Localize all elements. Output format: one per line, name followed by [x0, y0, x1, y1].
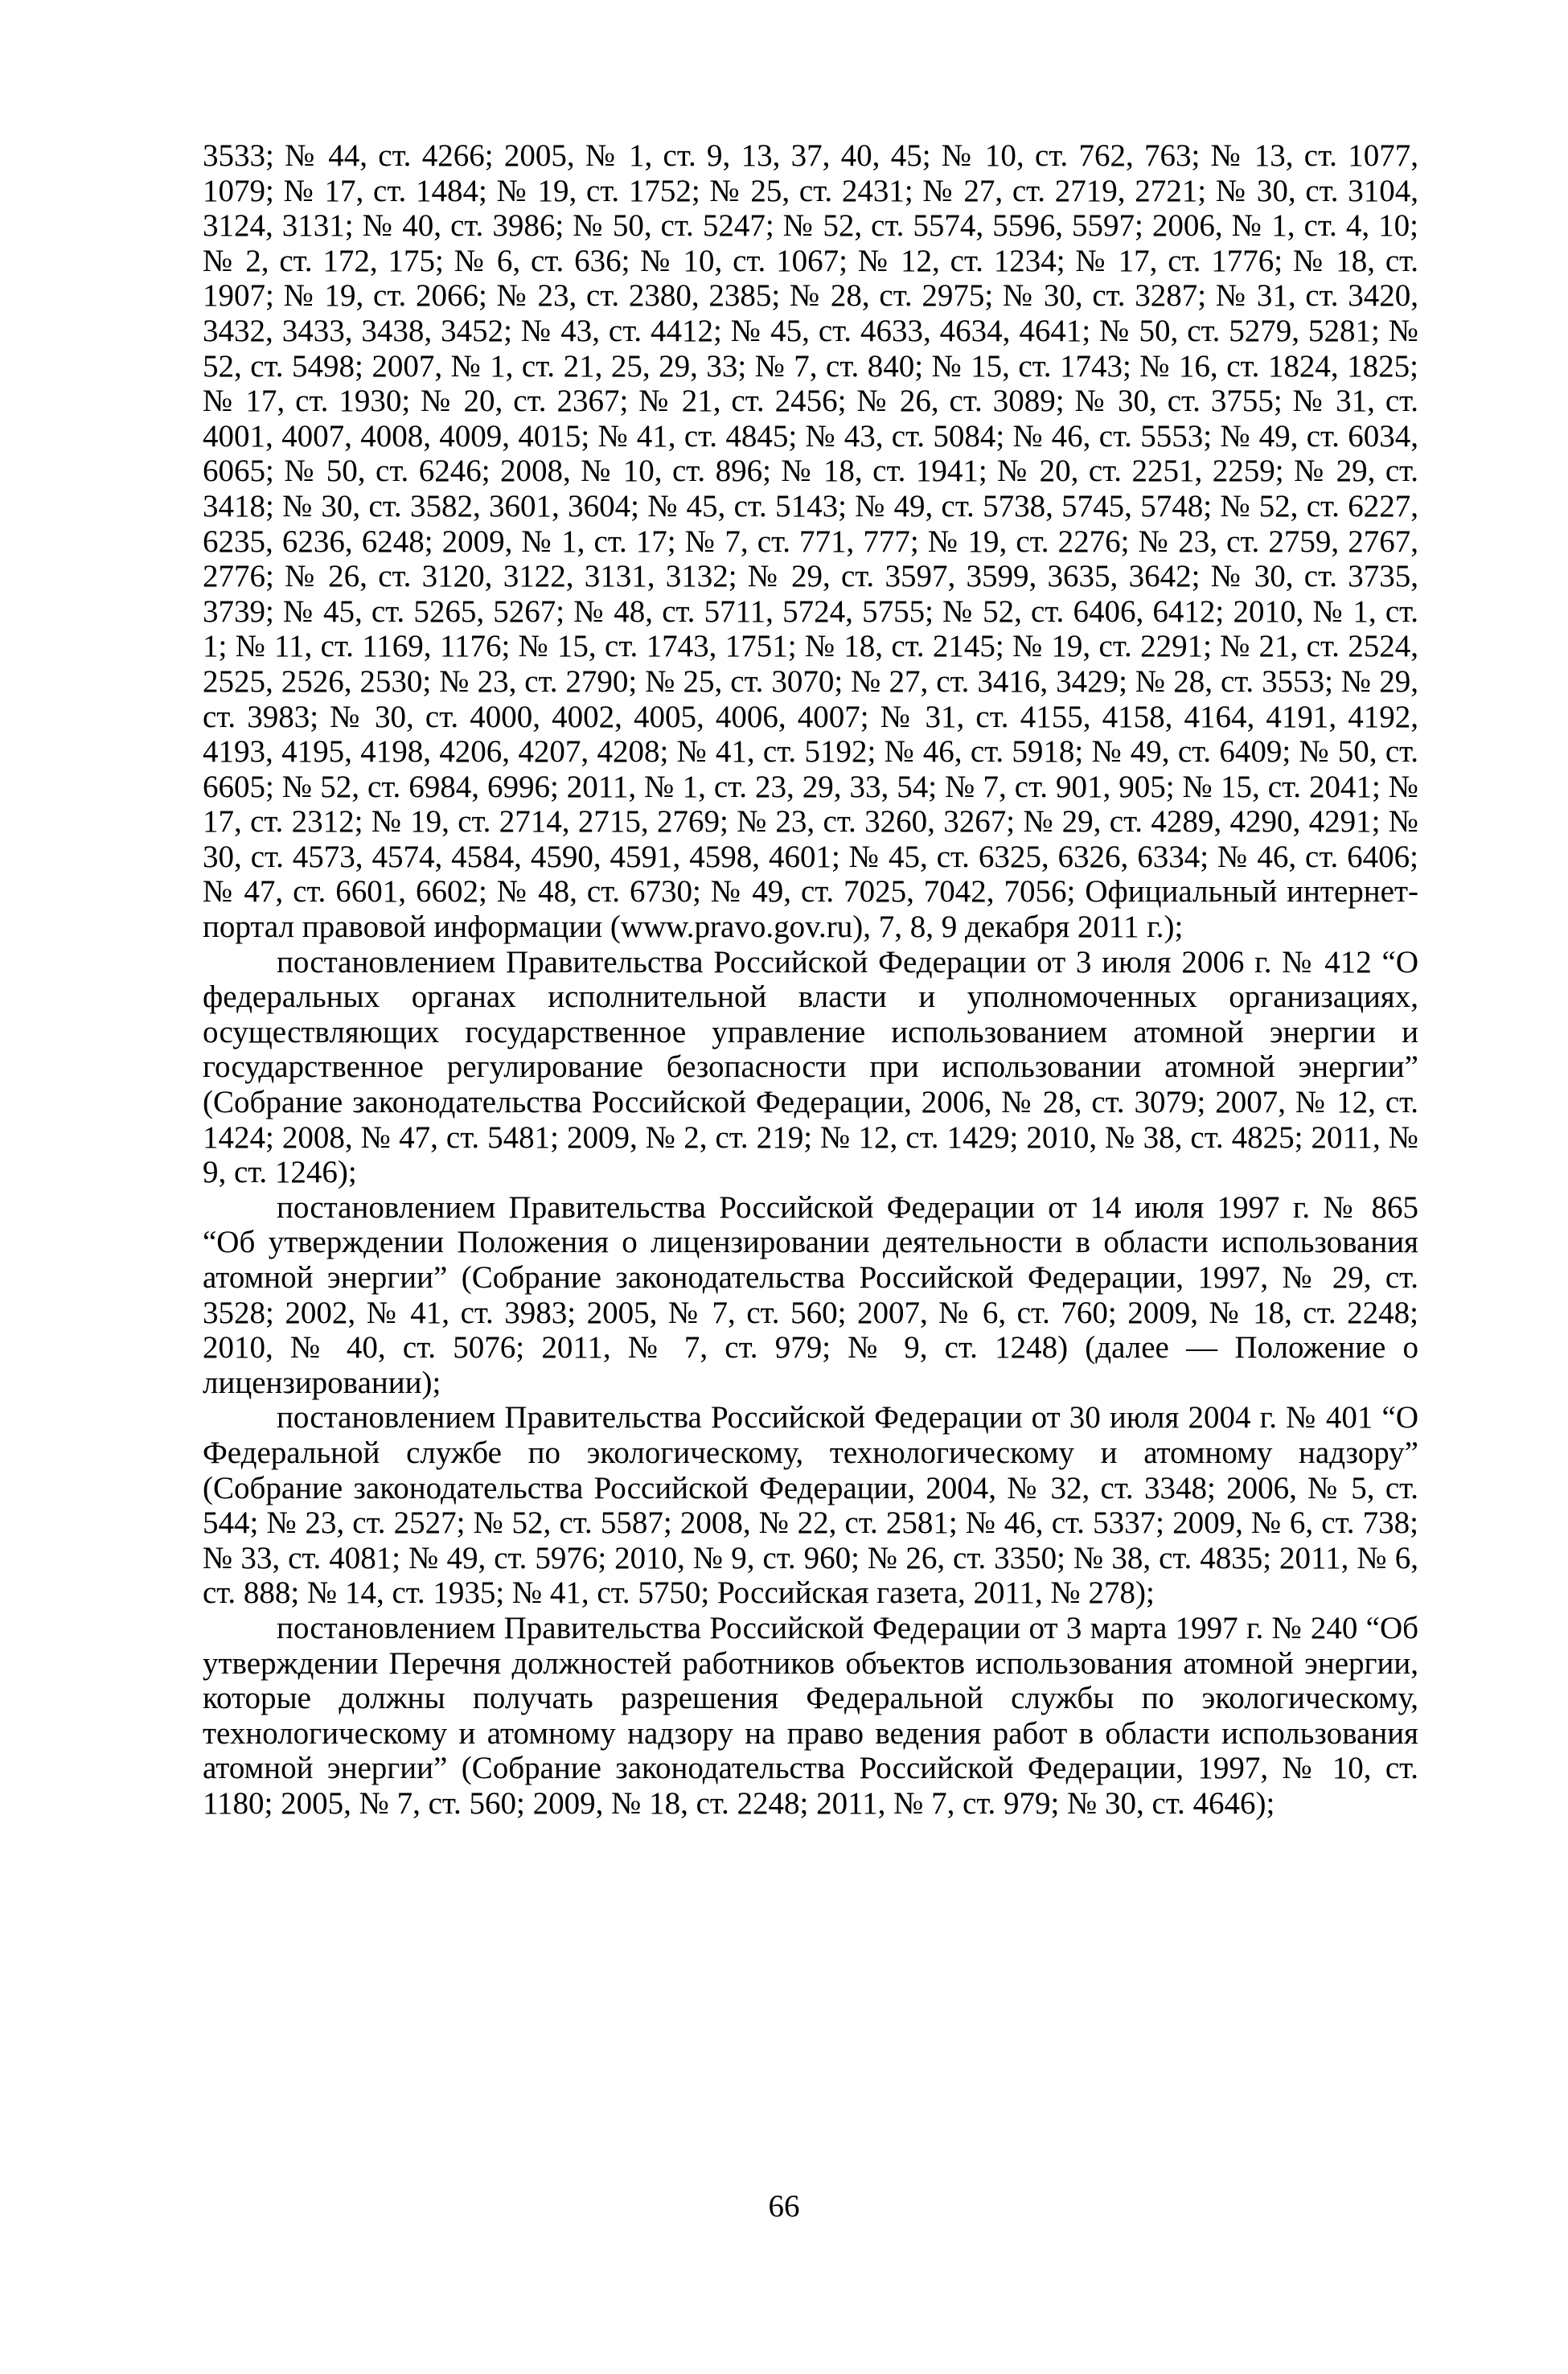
page-number: 66 [768, 2189, 800, 2224]
paragraph-decree-401: постановлением Правительства Российской Федерации от 30 июля 2004 г. № 401 “О Федеральной службе по экологическому, технологическому и атомному надзору” (Собрание законодательства Российской Федерации, 2004, № 32, ст. 3348; 2006, № 5, ст. 544; № 23, ст. 2527; № 52, ст. 5587; 2008, № 22, ст. 2581; № 46, ст. 5337; 2009, № 6, ст. 738; № 33, ст. 4081; № 49, ст. 5976; 2010, № 9, ст. 960; № 26, ст. 3350; № 38, ст. 4835; 2011, № 6, ст. 888; № 14, ст. 1935; № 41, ст. 5750; Российская газета, 2011, № 278); [203, 1400, 1418, 1611]
paragraph-decree-865: постановлением Правительства Российской Федерации от 14 июля 1997 г. № 865 “Об утверждении Положения о лицензировании деятельности в области использования атомной энергии” (Собрание законодательства Российской Федерации, 1997, № 29, ст. 3528; 2002, № 41, ст. 3983; 2005, № 7, ст. 560; 2007, № 6, ст. 760; 2009, № 18, ст. 2248; 2010, № 40, ст. 5076; 2011, № 7, ст. 979; № 9, ст. 1248) (далее — Положение о лицензировании); [203, 1189, 1418, 1400]
document-page [203, 138, 1418, 2213]
paragraph-references-continuation: 3533; № 44, ст. 4266; 2005, № 1, ст. 9, 13, 37, 40, 45; № 10, ст. 762, 763; № 13, ст. 1077, 1079; № 17, ст. 1484; № 19, ст. 1752; № 25, ст. 2431; № 27, ст. 2719, 2721; № 30, ст. 3104, 3124, 3131; № 40, ст. 3986; № 50, ст. 5247; № 52, ст. 5574, 5596, 5597; 2006, № 1, ст. 4, 10; № 2, ст. 172, 175; № 6, ст. 636; № 10, ст. 1067; № 12, ст. 1234; № 17, ст. 1776; № 18, ст. 1907; № 19, ст. 2066; № 23, ст. 2380, 2385; № 28, ст. 2975; № 30, ст. 3287; № 31, ст. 3420, 3432, 3433, 3438, 3452; № 43, ст. 4412; № 45, ст. 4633, 4634, 4641; № 50, ст. 5279, 5281; № 52, ст. 5498; 2007, № 1, ст. 21, 25, 29, 33; № 7, ст. 840; № 15, ст. 1743; № 16, ст. 1824, 1825; № 17, ст. 1930; № 20, ст. 2367; № 21, ст. 2456; № 26, ст. 3089; № 30, ст. 3755; № 31, ст. 4001, 4007, 4008, 4009, 4015; № 41, ст. 4845; № 43, ст. 5084; № 46, ст. 5553; № 49, ст. 6034, 6065; № 50, ст. 6246; 2008, № 10, ст. 896; № 18, ст. 1941; № 20, ст. 2251, 2259; № 29, ст. 3418; № 30, ст. 3582, 3601, 3604; № 45, ст. 5143; № 49, ст. 5738, 5745, 5748; № 52, ст. 6227, 6235, 6236, 6248; 2009, № 1, ст. 17; № 7, ст. 771, 777; № 19, ст. 2276; № 23, ст. 2759, 2767, 2776; № 26, ст. 3120, 3122, 3131, 3132; № 29, ст. 3597, 3599, 3635, 3642; № 30, ст. 3735, 3739; № 45, ст. 5265, 5267; № 48, ст. 5711, 5724, 5755; № 52, ст. 6406, 6412; 2010, № 1, ст. 1; № 11, ст. 1169, 1176; № 15, ст. 1743, 1751; № 18, ст. 2145; № 19, ст. 2291; № 21, ст. 2524, 2525, 2526, 2530; № 23, ст. 2790; № 25, ст. 3070; № 27, ст. 3416, 3429; № 28, ст. 3553; № 29, ст. 3983; № 30, ст. 4000, 4002, 4005, 4006, 4007; № 31, ст. 4155, 4158, 4164, 4191, 4192, 4193, 4195, 4198, 4206, 4207, 4208; № 41, ст. 5192; № 46, ст. 5918; № 49, ст. 6409; № 50, ст. 6605; № 52, ст. 6984, 6996; 2011, № 1, ст. 23, 29, 33, 54; № 7, ст. 901, 905; № 15, ст. 2041; № 17, ст. 2312; № 19, ст. 2714, 2715, 2769; № 23, ст. 3260, 3267; № 29, ст. 4289, 4290, 4291; № 30, ст. 4573, 4574, 4584, 4590, 4591, 4598, 4601; № 45, ст. 6325, 6326, 6334; № 46, ст. 6406; № 47, ст. 6601, 6602; № 48, ст. 6730; № 49, ст. 7025, 7042, 7056; Официальный интернет-портал правовой информации (www.pravo.gov.ru), 7, 8, 9 декабря 2011 г.); [203, 138, 1418, 945]
paragraph-decree-240: постановлением Правительства Российской Федерации от 3 марта 1997 г. № 240 “Об утверждении Перечня должностей работников объектов использования атомной энергии, которые должны получать разрешения Федеральной службы по экологическому, технологическому и атомному надзору на право ведения работ в области использования атомной энергии” (Собрание законодательства Российской Федерации, 1997, № 10, ст. 1180; 2005, № 7, ст. 560; 2009, № 18, ст. 2248; 2011, № 7, ст. 979; № 30, ст. 4646); [203, 1610, 1418, 1821]
paragraph-decree-412: постановлением Правительства Российской Федерации от 3 июля 2006 г. № 412 “О федеральных органах исполнительной власти и уполномоченных организациях, осуществляющих государственное управление использованием атомной энергии и государственное регулирование безопасности при использовании атомной энергии” (Собрание законодательства Российской Федерации, 2006, № 28, ст. 3079; 2007, № 12, ст. 1424; 2008, № 47, ст. 5481; 2009, № 2, ст. 219; № 12, ст. 1429; 2010, № 38, ст. 4825; 2011, № 9, ст. 1246); [203, 944, 1418, 1190]
